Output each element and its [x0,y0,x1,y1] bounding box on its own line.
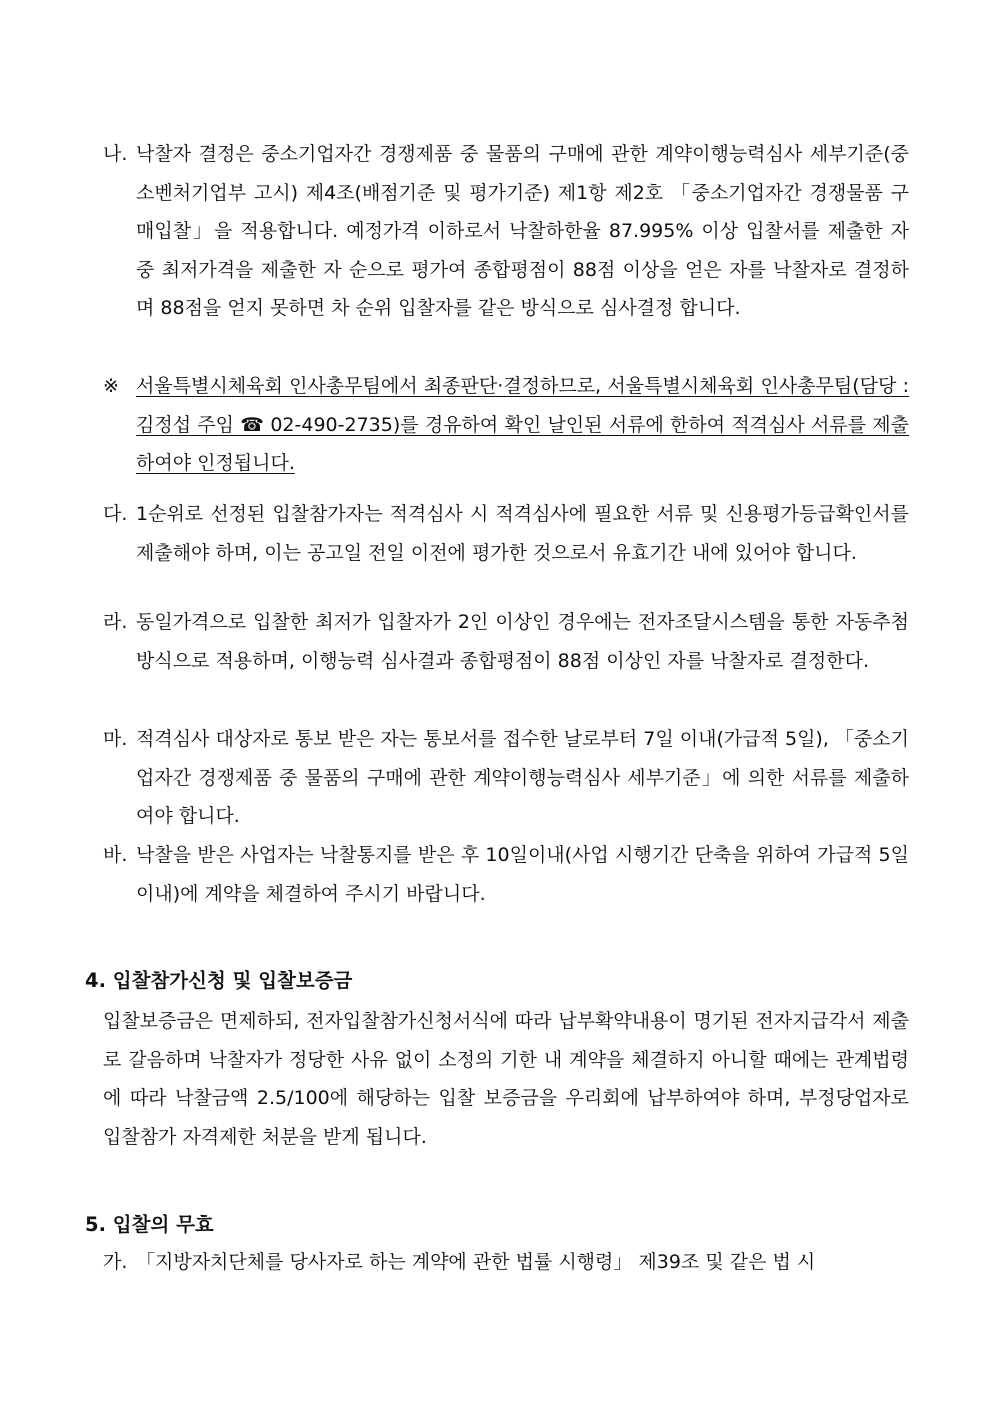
clause-text: 적격심사 대상자로 통보 받은 자는 통보서를 접수한 날로부터 7일 이내(가급적 5일), 「중소기업자간 경쟁제품 중 물품의 구매에 관한 계약이행능력심사 세부기준」에 의한 서류를 제출하여야 합니다. [136,728,909,827]
clause-marker: 가. [103,1251,128,1273]
clause-marker: 마. [103,728,128,750]
section-4-body: 입찰보증금은 면제하되, 전자입찰참가신청서식에 따라 납부확약내용이 명기된 전자지급각서 제출로 갈음하며 낙찰자가 정당한 사유 없이 소정의 기한 내 계약을 체결하지 아니할 때에는 관계법령에 따라 낙찰금액 2.5/100에 해당하는 입찰 보증금을 우리회에 납부하여야 하며, 부정당업자로 입찰참가 자격제한 처분을 받게 됩니다. [103,1010,909,1148]
clause-marker: 바. [103,844,128,866]
clause-ba [103,836,909,913]
clause-text: 동일가격으로 입찰한 최저가 입찰자가 2인 이상인 경우에는 전자조달시스템을 통한 자동추첨방식으로 적용하며, 이행능력 심사결과 종합평점이 88점 이상인 자를 낙찰자로 결정한다. [136,611,909,672]
section-4-heading: 4. 입찰참가신청 및 입찰보증금 [85,969,353,992]
clause-da [103,495,909,572]
section-5-heading: 5. 입찰의 무효 [85,1213,214,1236]
clause-text: 1순위로 선정된 입찰참가자는 적격심사 시 적격심사에 필요한 서류 및 신용평가등급확인서를 제출해야 하며, 이는 공고일 전일 이전에 평가한 것으로서 유효기간 내에 있어야 합니다. [136,503,909,564]
clause-text: 「지방자치단체를 당사자로 하는 계약에 관한 법률 시행령」 제39조 및 같은 법 시 [136,1251,816,1273]
clause-text: 낙찰자 결정은 중소기업자간 경쟁제품 중 물품의 구매에 관한 계약이행능력심사 세부기준(중소벤처기업부 고시) 제4조(배점기준 및 평가기준) 제1항 제2호 「중소기업자간 경쟁물품 구매입찰」을 적용합니다. 예정가격 이하로서 낙찰하한율 87.995% 이상 입찰서를 제출한 자 중 최저가격을 제출한 자 순으로 평가여 종합평점이 88점 이상을 얻은 자를 낙찰자로 결정하며 88점을 얻지 못하면 차 순위 입찰자를 같은 방식으로 심사결정 합니다. [136,143,909,319]
clause-marker: 다. [103,503,128,525]
clause-text: 낙찰을 받은 사업자는 낙찰통지를 받은 후 10일이내(사업 시행기간 단축을 위하여 가급적 5일 이내)에 계약을 체결하여 주시기 바랍니다. [136,844,909,905]
clause-marker: 라. [103,611,128,633]
clause-ma [103,720,909,836]
notice-text: 서울특별시체육회 인사총무팀에서 최종판단·결정하므로, 서울특별시체육회 인사총무팀(담당 : 김정섭 주임 ☎ 02-490-2735)를 경유하여 확인 날인된 서류에 한하여 적격심사 서류를 제출 하여야 인정됩니다. [136,375,909,474]
clause-marker: 나. [103,143,128,165]
notice-marker: ※ [103,375,119,397]
clause-ra [103,603,909,680]
notice-clause [103,367,909,483]
clause-na [103,135,909,328]
clause-ga [103,1243,909,1282]
